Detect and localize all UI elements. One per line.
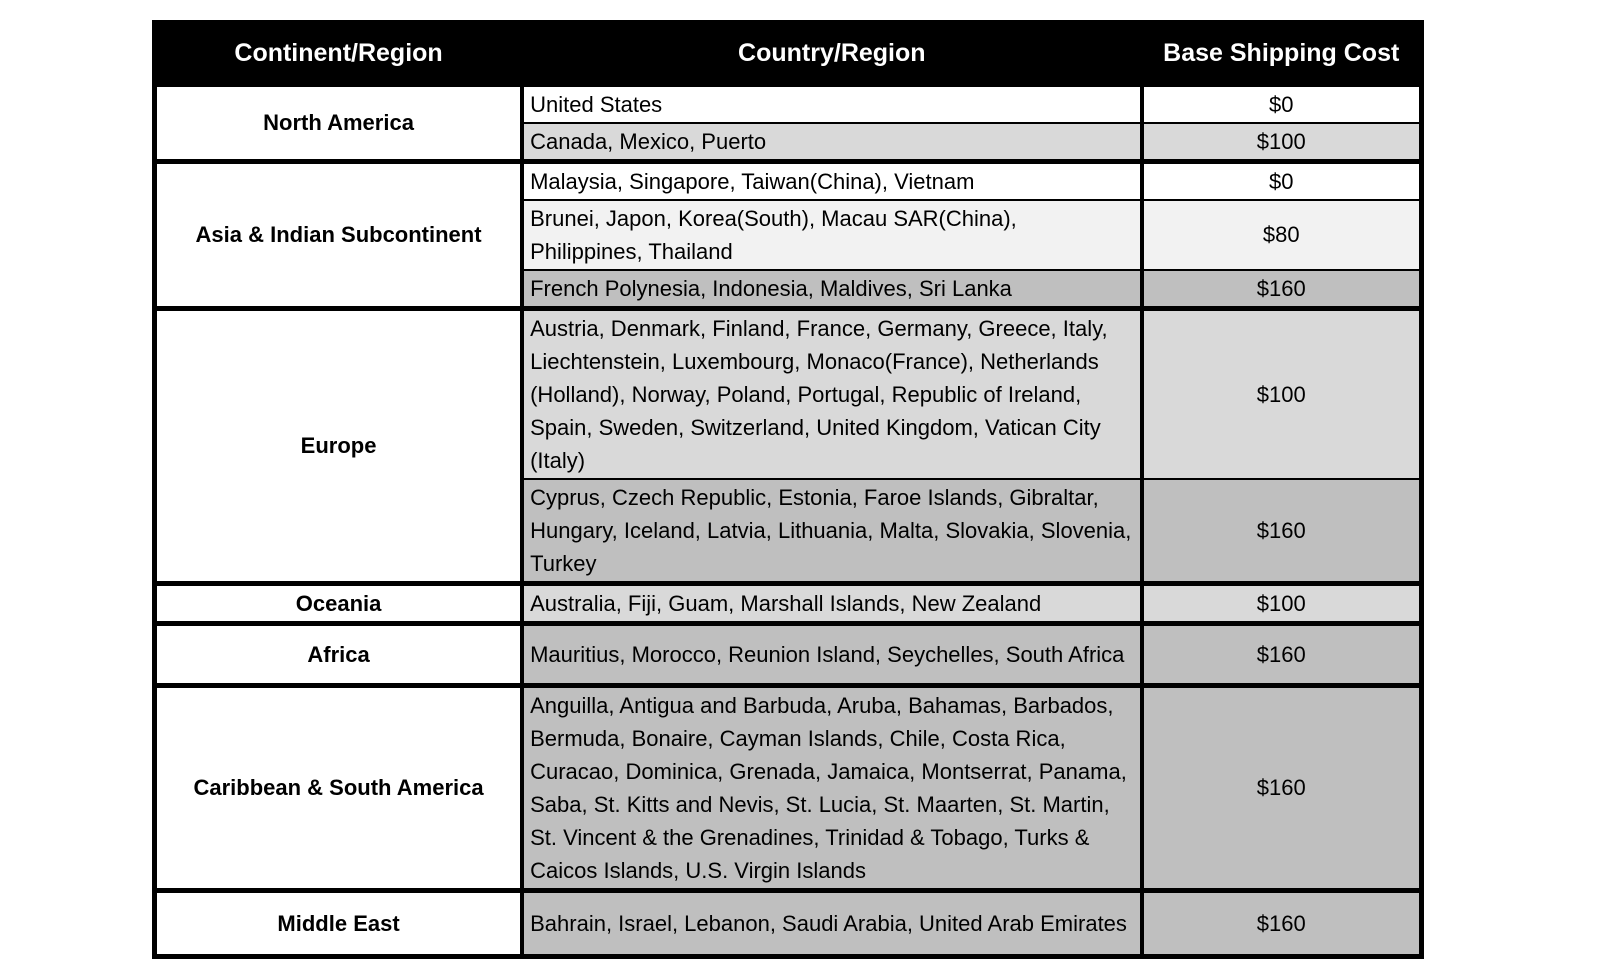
country-cell: Mauritius, Morocco, Reunion Island, Seychelles, South Africa xyxy=(522,624,1141,686)
cost-cell: $0 xyxy=(1142,85,1422,124)
country-cell: United States xyxy=(522,85,1141,124)
continent-cell-caribbean-south-america: Caribbean & South America xyxy=(155,686,523,891)
continent-cell-oceania: Oceania xyxy=(155,584,523,624)
table-row xyxy=(155,624,1422,686)
country-cell: Canada, Mexico, Puerto xyxy=(522,123,1141,162)
continent-cell-asia-indian-subcontinent: Asia & Indian Subcontinent xyxy=(155,162,523,309)
cost-cell: $100 xyxy=(1142,309,1422,480)
header-continent-region: Continent/Region xyxy=(155,23,523,85)
cost-cell: $100 xyxy=(1142,123,1422,162)
country-cell: Austria, Denmark, Finland, France, Germany, Greece, Italy, Liechtenstein, Luxembourg, Monaco(France), Netherlands (Holland), Norway, Poland, Portugal, Republic of Ireland, Spain, Sweden, Switzerland, United Kingdom, Vatican City (Italy) xyxy=(522,309,1141,480)
country-cell: Bahrain, Israel, Lebanon, Saudi Arabia, United Arab Emirates xyxy=(522,891,1141,957)
cost-cell: $160 xyxy=(1142,479,1422,584)
country-cell: Australia, Fiji, Guam, Marshall Islands, New Zealand xyxy=(522,584,1141,624)
cost-cell: $160 xyxy=(1142,624,1422,686)
continent-cell-north-america: North America xyxy=(155,85,523,162)
table-row xyxy=(155,309,1422,480)
table-row xyxy=(155,891,1422,957)
table-row xyxy=(155,85,1422,124)
continent-cell-europe: Europe xyxy=(155,309,523,584)
table-row xyxy=(155,686,1422,891)
cost-cell: $160 xyxy=(1142,686,1422,891)
country-cell: French Polynesia, Indonesia, Maldives, Sri Lanka xyxy=(522,270,1141,309)
country-cell: Cyprus, Czech Republic, Estonia, Faroe Islands, Gibraltar, Hungary, Iceland, Latvia, Lithuania, Malta, Slovakia, Slovenia, Turkey xyxy=(522,479,1141,584)
continent-cell-africa: Africa xyxy=(155,624,523,686)
cost-cell: $0 xyxy=(1142,162,1422,201)
country-cell: Brunei, Japon, Korea(South), Macau SAR(China), Philippines, Thailand xyxy=(522,200,1141,270)
country-cell: Malaysia, Singapore, Taiwan(China), Vietnam xyxy=(522,162,1141,201)
header-base-shipping-cost: Base Shipping Cost xyxy=(1142,23,1422,85)
header-country-region: Country/Region xyxy=(522,23,1141,85)
cost-cell: $160 xyxy=(1142,270,1422,309)
cost-cell: $100 xyxy=(1142,584,1422,624)
table-header-row xyxy=(155,23,1422,85)
cost-cell: $160 xyxy=(1142,891,1422,957)
table-row xyxy=(155,162,1422,201)
continent-cell-middle-east: Middle East xyxy=(155,891,523,957)
country-cell: Anguilla, Antigua and Barbuda, Aruba, Bahamas, Barbados, Bermuda, Bonaire, Cayman Islands, Chile, Costa Rica, Curacao, Dominica, Grenada, Jamaica, Montserrat, Panama, Saba, St. Kitts and Nevis, St. Lucia, St. Maarten, St. Martin, St. Vincent & the Grenadines, Trinidad & Tobago, Turks & Caicos Islands, U.S. Virgin Islands xyxy=(522,686,1141,891)
table-row xyxy=(155,584,1422,624)
cost-cell: $80 xyxy=(1142,200,1422,270)
shipping-cost-table xyxy=(152,20,1424,959)
